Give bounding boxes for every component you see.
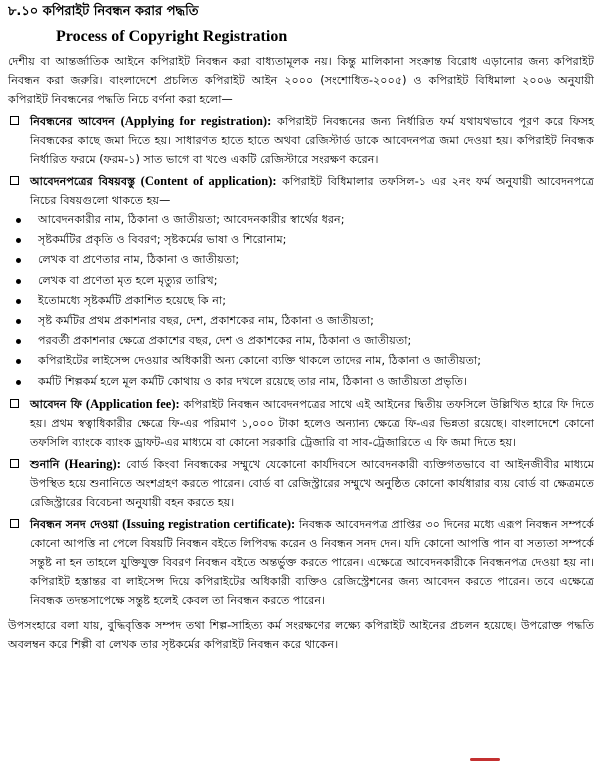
english-subheading: Process of Copyright Registration [56, 28, 288, 45]
list-item: লেখক বা প্রণেতার নাম, ঠিকানা ও জাতীয়তা; [38, 250, 594, 270]
section-title-en: (Issuing registration certificate): [122, 516, 296, 531]
list-item: আবেদনকারীর নাম, ঠিকানা ও জাতীয়তা; আবেদনকারীর স্বার্থের ধরন; [38, 210, 594, 230]
section-body: কপিরাইট বিধিমালার তফসিল-১ এর ২নং ফর্ম অনুযায়ী আবেদনপত্রে নিচের বিষয়গুলো থাকতে হয়— [30, 175, 594, 207]
section-certificate [8, 515, 594, 610]
section-title-bn: নিবন্ধন সনদ দেওয়া [30, 517, 119, 531]
checkbox-square-icon [10, 459, 19, 468]
list-item: ইতোমধ্যে সৃষ্টকর্মটি প্রকাশিত হয়েছে কি না; [38, 291, 594, 311]
section-title-bn: শুনানি [30, 457, 60, 471]
checkbox-square-icon [10, 176, 19, 185]
content-bullet-list [8, 210, 594, 392]
checkbox-square-icon [10, 116, 19, 125]
section-title-en: (Hearing): [64, 456, 121, 471]
section-body: কপিরাইট নিবন্ধন আবেদনপত্রের সাথে এই আইনের দ্বিতীয় তফসিলে উল্লিখিত হারে ফি দিতে হয়। প্রথম স্বত্বাধিকারীর ক্ষেত্রে ফি-এর পরিমাণ ১,০০০ টাকা হলেও অন্যান্য ক্ষেত্রে ফি-এর ভিন্নতা রয়েছে। বাংলাদেশে কোনো তফসিলি ব্যাংকে ব্যাংক ড্রাফট-এর মাধ্যমে বা কোনো সরকারি ট্রেজারি বা সাব-ট্রেজারিতে এ ফি জমা দিতে হয়। [30, 397, 595, 449]
bullet-dot-icon [16, 238, 21, 243]
intro-paragraph: দেশীয় বা আন্তর্জাতিক আইনে কপিরাইট নিবন্ধন করা বাধ্যতামূলক নয়। কিন্তু মালিকানা সংক্রান্ত বিরোধ এড়ানোর জন্য কপিরাইট নিবন্ধন করা জরুরি। বাংলাদেশে প্রচলিত কপিরাইট আইন ২০০০ (সংশোধিত-২০০৫) ও কপিরাইট বিধিমালা ২০০৬ অনুযায়ী কপিরাইট নিবন্ধনের পদ্ধতি নিচে বর্ণনা করা হলো— [8, 55, 594, 106]
section-body: নিবন্ধক আবেদনপত্র প্রাপ্তির ৩০ দিনের মধ্যে এরূপ নিবন্ধন সম্পর্কে কোনো আপত্তি না পেলে বিষয়টি নিবন্ধন বইতে লিপিবদ্ধ করেন ও নিবন্ধন সনদ দেন। যদি কোনো আপত্তি পান বা সত্যতা সম্পর্কে সন্তুষ্ট না হন তাহলে যুক্তিযুক্ত বিবরণ নিবন্ধন বইতে অন্তর্ভুক্ত করতে পারেন। এক্ষেত্রে আবেদনকারীকে নিবন্ধনপত্র দেওয়া হয় না। কপিরাইট হস্তান্তর বা লাইসেন্স দিয়ে কপিরাইটের অধিকারী ব্যক্তিও রেজিস্ট্রেশনের জন্য আবেদন করতে পারেন। তবে এক্ষেত্রে নিবন্ধক তদন্তসাপেক্ষে সন্তুষ্ট হলেই কেবল তা নিবন্ধন করতে পারেন। [30, 517, 594, 607]
bullet-dot-icon [16, 299, 21, 304]
section-body: কপিরাইট নিবন্ধনের জন্য নির্ধারিত ফর্ম যথাযথভাবে পূরণ করে ফিসহ নিবন্ধকের কাছে জমা দিতে হয়। সাধারণত হাতে হাতে অথবা রেজিস্টার্ড ডাকে আবেদনপত্র জমা দেওয়া হয়। কপিরাইট নিবন্ধক নির্ধারিত ফরমে (ফরম-১) সাত ভাগে বা খণ্ডে একটি রেজিস্টারে সংরক্ষণ করেন। [30, 115, 595, 166]
bullet-dot-icon [16, 380, 21, 385]
section-application-fee [8, 395, 594, 452]
bullet-dot-icon [16, 279, 21, 284]
red-mark-decoration [470, 758, 500, 761]
bullet-dot-icon [16, 359, 21, 364]
checkbox-square-icon [10, 399, 19, 408]
section-title-bn: আবেদনপত্রের বিষয়বস্তু [30, 175, 136, 188]
bullet-dot-icon [16, 339, 21, 344]
list-item: কপিরাইটের লাইসেন্স দেওয়ার অধিকারী অন্য কোনো ব্যক্তি থাকলে তাদের নাম, ঠিকানা ও জাতীয়তা; [38, 351, 594, 371]
bullet-dot-icon [16, 258, 21, 263]
section-title-bn: আবেদন ফি [30, 397, 82, 411]
list-item: সৃষ্টকর্মটির প্রকৃতি ও বিবরণ; সৃষ্টকর্মের ভাষা ও শিরোনাম; [38, 230, 594, 250]
list-item: কর্মটি শিল্পকর্ম হলে মূল কর্মটি কোথায় ও কার দখলে রয়েছে তার নাম, ঠিকানা ও জাতীয়তা প্রভৃতি। [38, 372, 594, 392]
list-item: সৃষ্ট কর্মটির প্রথম প্রকাশনার বছর, দেশ, প্রকাশকের নাম, ঠিকানা ও জাতীয়তা; [38, 311, 594, 331]
list-item: লেখক বা প্রণেতা মৃত হলে মৃত্যুর তারিখ; [38, 271, 594, 291]
checkbox-square-icon [10, 519, 19, 528]
section-hearing [8, 455, 594, 512]
section-heading: ৮.১০ কপিরাইট নিবন্ধন করার পদ্ধতি [8, 4, 199, 19]
section-title-en: (Applying for registration): [120, 114, 272, 128]
section-content [8, 172, 594, 210]
section-applying [8, 112, 594, 169]
section-title-en: (Application fee): [85, 396, 180, 411]
bullet-dot-icon [16, 218, 21, 223]
list-item: পরবর্তী প্রকাশনার ক্ষেত্রে প্রকাশের বছর, দেশ ও প্রকাশকের নাম, ঠিকানা ও জাতীয়তা; [38, 331, 594, 351]
section-title-en: (Content of application): [140, 174, 277, 188]
closing-paragraph: উপসংহারে বলা যায়, বুদ্ধিবৃত্তিক সম্পদ তথা শিল্প-সাহিত্য কর্ম সংরক্ষণের লক্ষ্যে কপিরাইট আইনের প্রচলন হয়েছে। উপরোক্ত পদ্ধতি অবলম্বন করে শিল্পী বা লেখক তার সৃষ্টকর্মের কপিরাইট নিবন্ধন করে থাকেন। [8, 618, 594, 651]
document-page [8, 2, 594, 656]
section-body: বোর্ড কিংবা নিবন্ধকের সম্মুখে যেকোনো কার্যদিবসে আবেদনকারী ব্যক্তিগতভাবে বা আইনজীবীর মাধ্যমে উপস্থিত হয়ে শুনানিতে অংশগ্রহণ করতে পারেন। বোর্ড বা রেজিস্ট্রারের সম্মুখে অনুষ্ঠিত কোনো কার্যধারার ব্যয় বোর্ড বা ক্ষেত্রমতে রেজিস্ট্রারের বিবেচনা অনুযায়ী বহন করতে হয়। [30, 457, 594, 509]
bullet-dot-icon [16, 319, 21, 324]
section-title-bn: নিবন্ধনের আবেদন [30, 115, 115, 128]
